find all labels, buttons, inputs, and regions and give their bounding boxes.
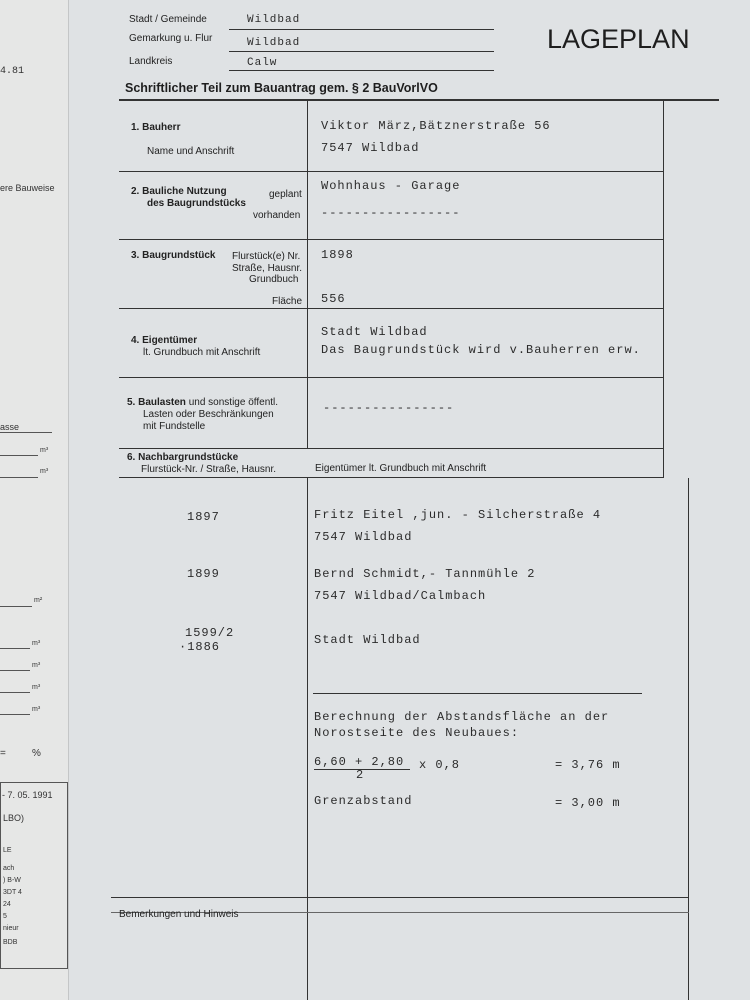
eigentuemer-name: Stadt Wildbad [321, 325, 428, 339]
calc-denominator: 2 [356, 768, 365, 782]
baulasten-label [127, 397, 278, 408]
remarks-label: Bemerkungen und Hinweis [119, 909, 239, 920]
unit-m2: m² [34, 597, 43, 604]
calc-factor: x 0,8 [419, 758, 461, 772]
fill-line [0, 606, 32, 607]
stamp-line: 5 [3, 913, 7, 920]
calc-title-line2: Norostseite des Neubaues: [314, 726, 520, 740]
nutzung-vorhanden-value: ----------------- [321, 206, 461, 220]
stamp-line: BDB [3, 939, 18, 946]
row-divider [119, 377, 664, 378]
stamp-date: - 7. 05. 1991 [2, 790, 53, 800]
right-border [663, 100, 664, 478]
column-divider [307, 100, 308, 448]
main-form-sheet [68, 0, 750, 1000]
field-line [229, 70, 494, 71]
grundbuch-label: Grundbuch [249, 274, 299, 285]
fill-line [0, 692, 30, 693]
gemarkung-label: Gemarkung u. Flur [129, 33, 213, 44]
fill-line [0, 455, 38, 456]
bauherr-name: Viktor März,Bätznerstraße 56 [321, 119, 551, 133]
unit-m3: m³ [40, 447, 49, 454]
stamp-line: ) B-W [3, 877, 21, 884]
nutzung-geplant-value: Wohnhaus - Garage [321, 179, 461, 193]
row-divider [119, 308, 664, 309]
neighbor-owner: Bernd Schmidt,- Tannmühle 2 [314, 567, 536, 581]
fill-line [0, 648, 30, 649]
eigentuemer-note: Das Baugrundstück wird v.Bauherren erw. [321, 343, 641, 357]
calc-title-line1: Berechnung der Abstandsfläche an der [314, 710, 610, 724]
eigentuemer-label: 4. Eigentümer [131, 335, 198, 346]
neighbor-flurstueck-2: ·1886 [179, 640, 221, 654]
fill-line [0, 714, 30, 715]
unit-m3: m³ [40, 468, 49, 475]
strasse-label: Straße, Hausnr. [232, 263, 303, 274]
grenzabstand-value: = 3,00 m [555, 796, 621, 810]
neighbor-city: 7547 Wildbad [314, 530, 413, 544]
unit-m3: m³ [32, 640, 41, 647]
stamp-box [0, 782, 68, 969]
column-divider [307, 478, 308, 1000]
percent-eq: = [0, 748, 6, 759]
neighbor-flurstueck: 1897 [187, 510, 220, 524]
nachbar-owner-header: Eigentümer lt. Grundbuch mit Anschrift [315, 463, 487, 474]
nachbar-sublabel: Flurstück-Nr. / Straße, Hausnr. [141, 464, 277, 475]
nutzung-sublabel: des Baugrundstücks [147, 198, 246, 209]
stamp-line: 24 [3, 901, 11, 908]
bauweise-fragment: ere Bauweise [0, 183, 55, 193]
baulasten-line3: mit Fundstelle [143, 421, 206, 432]
fill-line [0, 670, 30, 671]
right-border [688, 478, 689, 1000]
landkreis-value: Calw [247, 57, 278, 69]
section-rule [119, 99, 719, 101]
nutzung-label: 2. Bauliche Nutzung [131, 186, 227, 197]
separator-line [313, 693, 642, 694]
neighbor-owner: Stadt Wildbad [314, 633, 421, 647]
bauherr-city: 7547 Wildbad [321, 141, 420, 155]
stadt-label: Stadt / Gemeinde [129, 14, 207, 25]
bauherr-label: 1. Bauherr [131, 122, 181, 133]
nutzung-geplant-label: geplant [269, 189, 302, 200]
stadt-value: Wildbad [247, 14, 301, 26]
calc-result: = 3,76 m [555, 758, 621, 772]
neighbor-owner: Fritz Eitel ,jun. - Silcherstraße 4 [314, 508, 602, 522]
row-divider [119, 171, 664, 172]
fill-line [0, 432, 52, 433]
stamp-line: LE [3, 847, 12, 854]
remarks-top-line [111, 897, 689, 898]
flurstueck-value: 1898 [321, 248, 354, 262]
gemarkung-value: Wildbad [247, 37, 301, 49]
row-divider [119, 448, 664, 449]
flaeche-label: Fläche [272, 296, 303, 307]
section-title: Schriftlicher Teil zum Bauantrag gem. § 2 BauVorlVO [125, 81, 438, 95]
field-line [229, 51, 494, 52]
landkreis-label: Landkreis [129, 56, 173, 67]
stamp-line: 3DT 4 [3, 889, 22, 896]
calc-numerator: 6,60 + 2,80 [314, 755, 405, 769]
unit-m3: m³ [32, 684, 41, 691]
percent-sign: % [32, 748, 41, 759]
stamp-line: nieur [3, 925, 19, 932]
neighbor-city: 7547 Wildbad/Calmbach [314, 589, 487, 603]
nutzung-vorhanden-label: vorhanden [253, 210, 301, 221]
page-title: LAGEPLAN [547, 24, 690, 54]
fill-line [0, 477, 38, 478]
grenzabstand-label: Grenzabstand [314, 794, 413, 808]
baulasten-line2: Lasten oder Beschränkungen [143, 409, 274, 420]
stamp-line: LBO) [3, 813, 25, 823]
flurstueck-label: Flurstück(e) Nr. [232, 251, 301, 262]
unit-m3: m³ [32, 662, 41, 669]
bauherr-sublabel: Name und Anschrift [147, 146, 235, 157]
unit-m3: m³ [32, 706, 41, 713]
grundstueck-label: 3. Baugrundstück [131, 250, 216, 261]
field-line [229, 29, 494, 30]
stamp-line: ach [3, 865, 15, 872]
baulasten-number: 5. Baulasten [127, 397, 186, 408]
nachbar-label: 6. Nachbargrundstücke [127, 452, 239, 463]
row-divider [119, 239, 664, 240]
baulasten-value: ---------------- [323, 401, 455, 415]
flaeche-value: 556 [321, 292, 346, 306]
strasse-fragment: asse [0, 422, 20, 432]
baulasten-text: und sonstige öffentl. [188, 397, 279, 408]
neighbor-flurstueck: 1599/2 [185, 626, 235, 640]
eigentuemer-sublabel: lt. Grundbuch mit Anschrift [143, 347, 261, 358]
neighbor-flurstueck: 1899 [187, 567, 220, 581]
date-fragment: 4.81 [0, 66, 25, 77]
row-divider [119, 477, 664, 478]
